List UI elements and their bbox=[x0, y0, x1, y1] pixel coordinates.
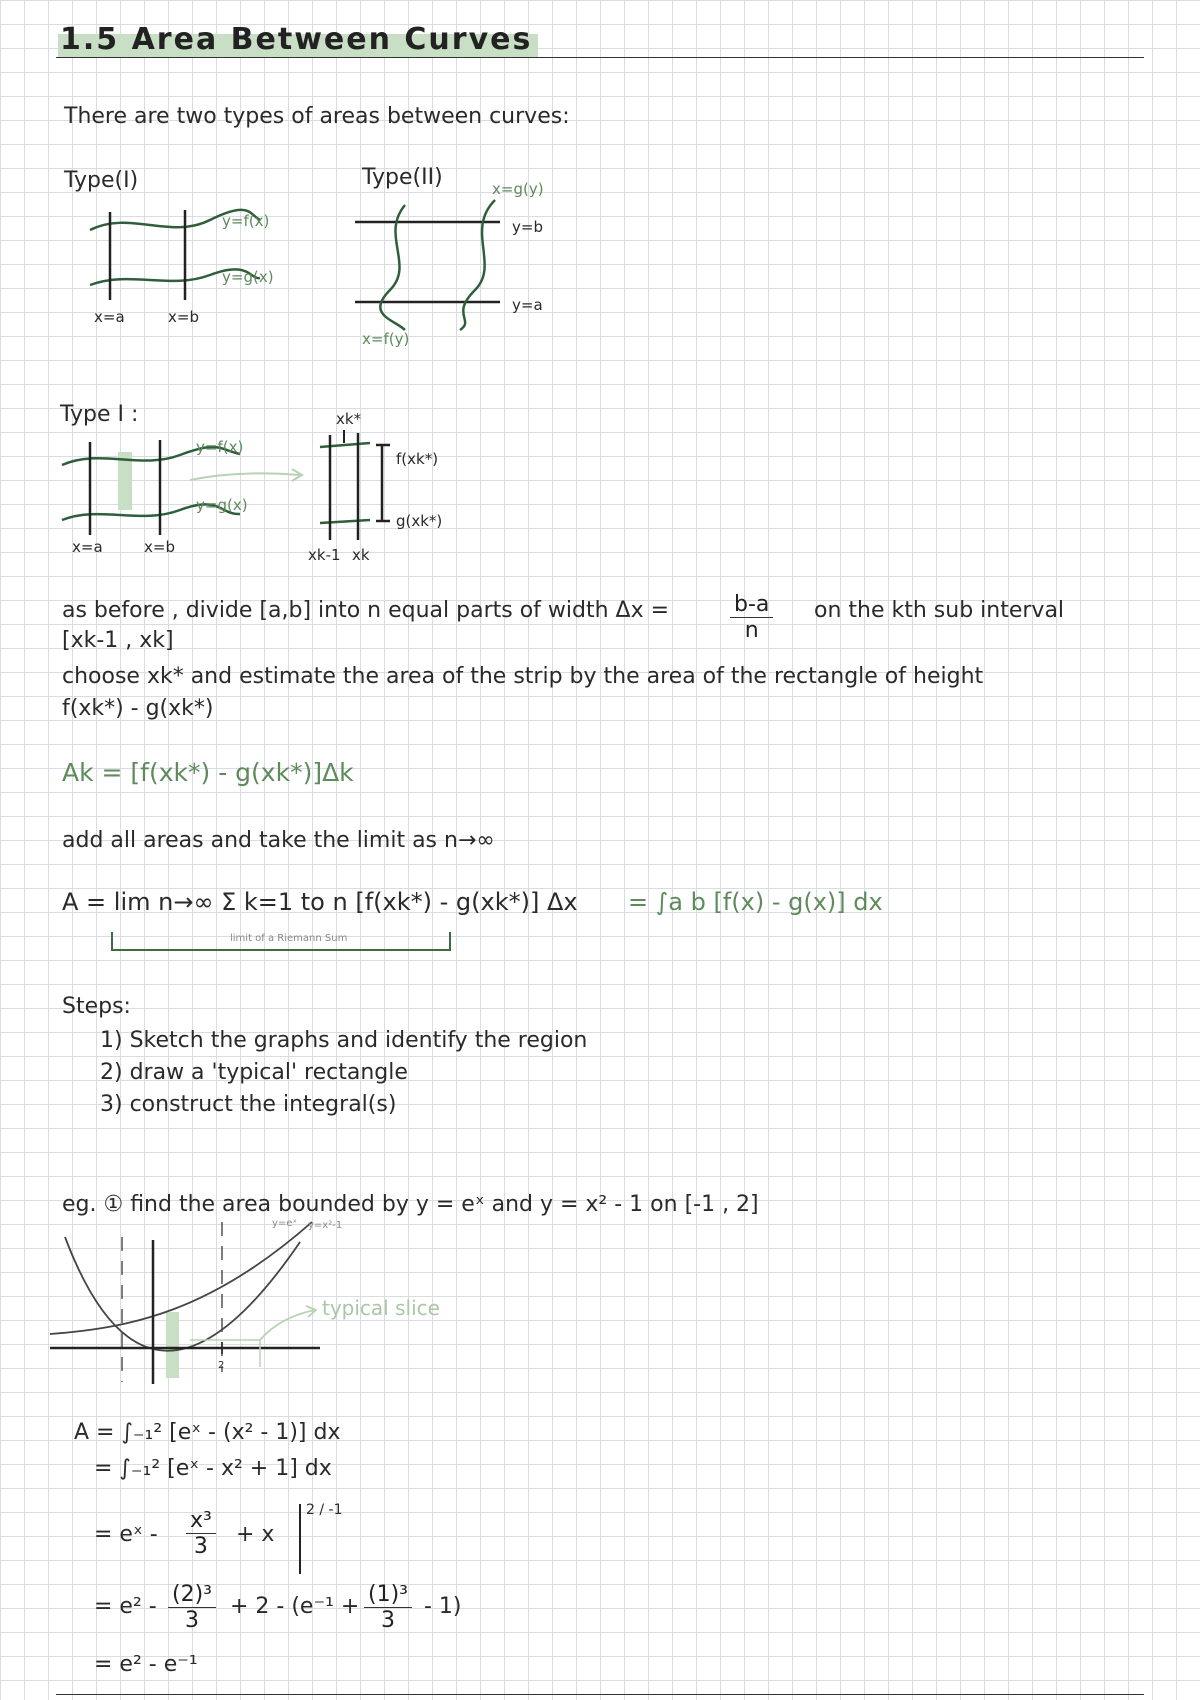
antideriv-bounds: 2 / -1 bbox=[306, 1502, 343, 1518]
g-value-label: g(xk*) bbox=[396, 512, 443, 530]
eval-den-2: 3 bbox=[380, 1608, 395, 1633]
type2-right-curve: x=g(y) bbox=[492, 180, 544, 198]
antideriv-den: 3 bbox=[193, 1534, 208, 1559]
type2-top-bound: y=b bbox=[512, 218, 543, 236]
eval-fraction-2 bbox=[364, 1582, 412, 1633]
left-endpoint-label: xk-1 bbox=[308, 546, 341, 564]
eval-den-1: 3 bbox=[184, 1608, 199, 1633]
type1-bottom-curve: y=g(x) bbox=[222, 268, 274, 286]
explanation-line4: f(xk*) - g(xk*) bbox=[62, 696, 214, 721]
final-result: = e² - e⁻¹ bbox=[94, 1652, 198, 1677]
step-item: 3) construct the integral(s) bbox=[100, 1092, 397, 1117]
type2-left-curve: x=f(y) bbox=[362, 330, 410, 348]
graph-label-poly: y=x²-1 bbox=[308, 1220, 343, 1231]
type1-detail-right-bound: x=b bbox=[144, 538, 175, 556]
type1-detail-left-bound: x=a bbox=[72, 538, 103, 556]
type2-bottom-bound: y=a bbox=[512, 296, 543, 314]
limit-formula-lhs: A = lim n→∞ Σ k=1 to n [f(xk*) - g(xk*)] Δx bbox=[62, 888, 578, 916]
explanation-line2: [xk-1 , xk] bbox=[62, 628, 174, 653]
eval-b: + 2 - (e⁻¹ + bbox=[230, 1594, 360, 1619]
width-fraction-num: b-a bbox=[730, 592, 773, 618]
limit-formula-rhs: = ∫a b [f(x) - g(x)] dx bbox=[628, 888, 883, 916]
graph-label-exp: y=eˣ bbox=[272, 1218, 297, 1229]
explanation-line3: choose xk* and estimate the area of the strip by the area of the rectangle of height bbox=[62, 664, 984, 689]
type1-detail-bottom-curve: y=g(x) bbox=[196, 496, 248, 514]
eval-num-1: (2)³ bbox=[168, 1582, 216, 1608]
graph-tick-label: 2 bbox=[218, 1360, 225, 1371]
antideriv-b: + x bbox=[236, 1522, 275, 1547]
add-areas-text: add all areas and take the limit as n→∞ bbox=[62, 828, 495, 853]
example-prompt: eg. ① find the area bounded by y = eˣ and y = x² - 1 on [-1 , 2] bbox=[62, 1192, 759, 1217]
eval-num-2: (1)³ bbox=[364, 1582, 412, 1608]
antideriv-num: x³ bbox=[186, 1508, 216, 1534]
type1-left-bound: x=a bbox=[94, 308, 125, 326]
steps-heading: Steps: bbox=[62, 994, 131, 1019]
explanation-line1-end: on the kth sub interval bbox=[814, 598, 1065, 623]
eval-a: = e² - bbox=[94, 1594, 157, 1619]
width-fraction-den: n bbox=[744, 618, 759, 643]
type1-right-bound: x=b bbox=[168, 308, 199, 326]
intro-text: There are two types of areas between curves: bbox=[64, 104, 570, 129]
eval-c: - 1) bbox=[424, 1594, 462, 1619]
type2-label: Type(II) bbox=[362, 165, 443, 190]
width-fraction bbox=[730, 592, 773, 643]
type2-sketch bbox=[350, 190, 550, 340]
type1-detail-top-curve: y=f(x) bbox=[196, 438, 244, 456]
right-endpoint-label: xk bbox=[352, 546, 370, 564]
eval-fraction-1 bbox=[168, 1582, 216, 1633]
f-value-label: f(xk*) bbox=[396, 450, 439, 468]
type1-label: Type(I) bbox=[64, 168, 139, 193]
type1-detail-label: Type I : bbox=[60, 402, 139, 427]
riemann-caption: limit of a Riemann Sum bbox=[230, 933, 348, 944]
step-item: 1) Sketch the graphs and identify the region bbox=[100, 1028, 588, 1053]
area-k-formula: Ak = [f(xk*) - g(xk*)]Δk bbox=[62, 758, 354, 787]
bottom-rule bbox=[56, 1694, 1144, 1695]
step-item: 2) draw a 'typical' rectangle bbox=[100, 1060, 408, 1085]
type1-top-curve: y=f(x) bbox=[222, 212, 270, 230]
title-underline bbox=[56, 57, 1144, 58]
sample-point-label: xk* bbox=[336, 410, 362, 428]
page-title: 1.5 Area Between Curves bbox=[58, 22, 538, 57]
strip-zoom-sketch bbox=[310, 425, 443, 555]
antideriv-a: = eˣ - bbox=[94, 1522, 158, 1547]
work-line-2: = ∫₋₁² [eˣ - x² + 1] dx bbox=[94, 1456, 332, 1481]
explanation-line1-start: as before , divide [a,b] into n equal parts of width Δx = bbox=[62, 598, 670, 623]
antideriv-fraction bbox=[186, 1508, 216, 1559]
work-line-1: A = ∫₋₁² [eˣ - (x² - 1)] dx bbox=[74, 1420, 341, 1445]
typical-slice-label: typical slice bbox=[322, 1296, 440, 1320]
